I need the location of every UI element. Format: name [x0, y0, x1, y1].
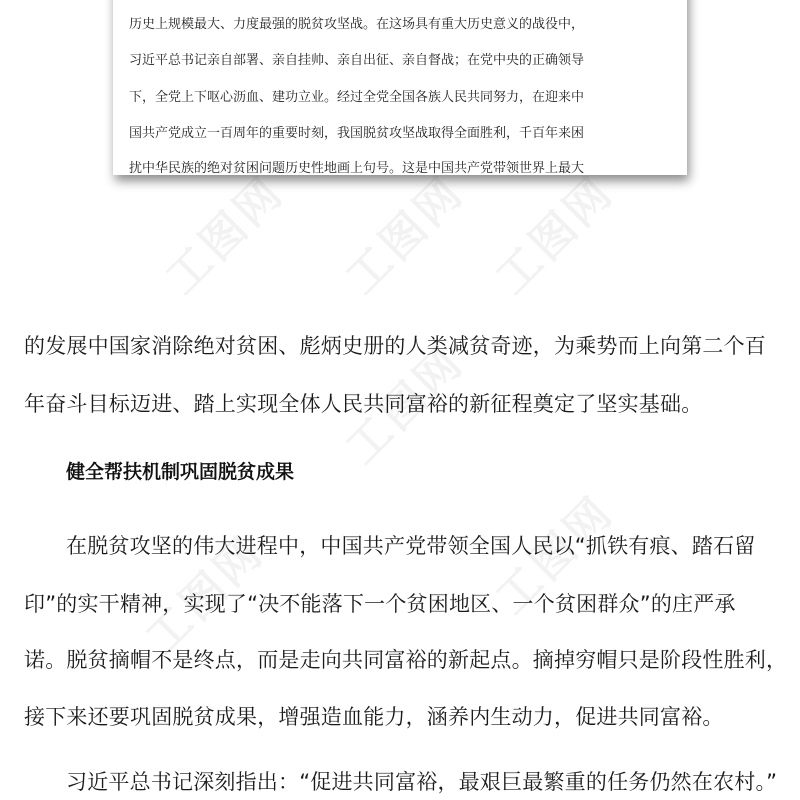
excerpt-line: 下，全党上下呕心沥血、建功立业。经过全党全国各族人民共同努力，在迎来中 [129, 90, 585, 105]
paragraph-line: 年奋斗目标迈进、踏上实现全体人民共同富裕的新征程奠定了坚实基础。 [24, 392, 703, 416]
excerpt-line: 扰中华民族的绝对贫困问题历史性地画上句号。这是中国共产党带领世界上最大 [129, 161, 585, 176]
paragraph-line: 习近平总书记深刻指出：“促进共同富裕，最艰巨最繁重的任务仍然在农村。” [66, 770, 778, 794]
paragraph-line: 的发展中国家消除绝对贫困、彪炳史册的人类减贫奇迹，为乘势而上向第二个百 [24, 334, 766, 358]
paragraph-line: 诺。脱贫摘帽不是终点，而是走向共同富裕的新起点。摘掉穷帽只是阶段性胜利， [24, 648, 788, 672]
watermark: 工图网 [156, 166, 295, 305]
excerpt-line: 习近平总书记亲自部署、亲自挂帅、亲自出征、亲自督战；在党中央的正确领导 [129, 53, 585, 68]
watermark: 工图网 [336, 336, 475, 475]
paragraph-line: 印”的实干精神，实现了“决不能落下一个贫困地区、一个贫困群众”的庄严承 [24, 592, 736, 616]
watermark: 工图网 [486, 486, 625, 625]
watermark: 工图网 [336, 166, 475, 305]
excerpt-card [113, 0, 687, 175]
paragraph-line: 接下来还要巩固脱贫成果，增强造血能力，涵养内生动力，促进共同富裕。 [24, 705, 724, 729]
section-heading: 健全帮扶机制巩固脱贫成果 [66, 461, 295, 483]
paragraph-line: 在脱贫攻坚的伟大进程中，中国共产党带领全国人民以“抓铁有痕、踏石留 [66, 534, 756, 558]
watermark: 工图网 [136, 526, 275, 665]
excerpt-line: 国共产党成立一百周年的重要时刻，我国脱贫攻坚战取得全面胜利，千百年来困 [129, 126, 585, 141]
watermark: 工图网 [486, 166, 625, 305]
excerpt-line: 历史上规模最大、力度最强的脱贫攻坚战。在这场具有重大历史意义的战役中， [129, 17, 585, 32]
